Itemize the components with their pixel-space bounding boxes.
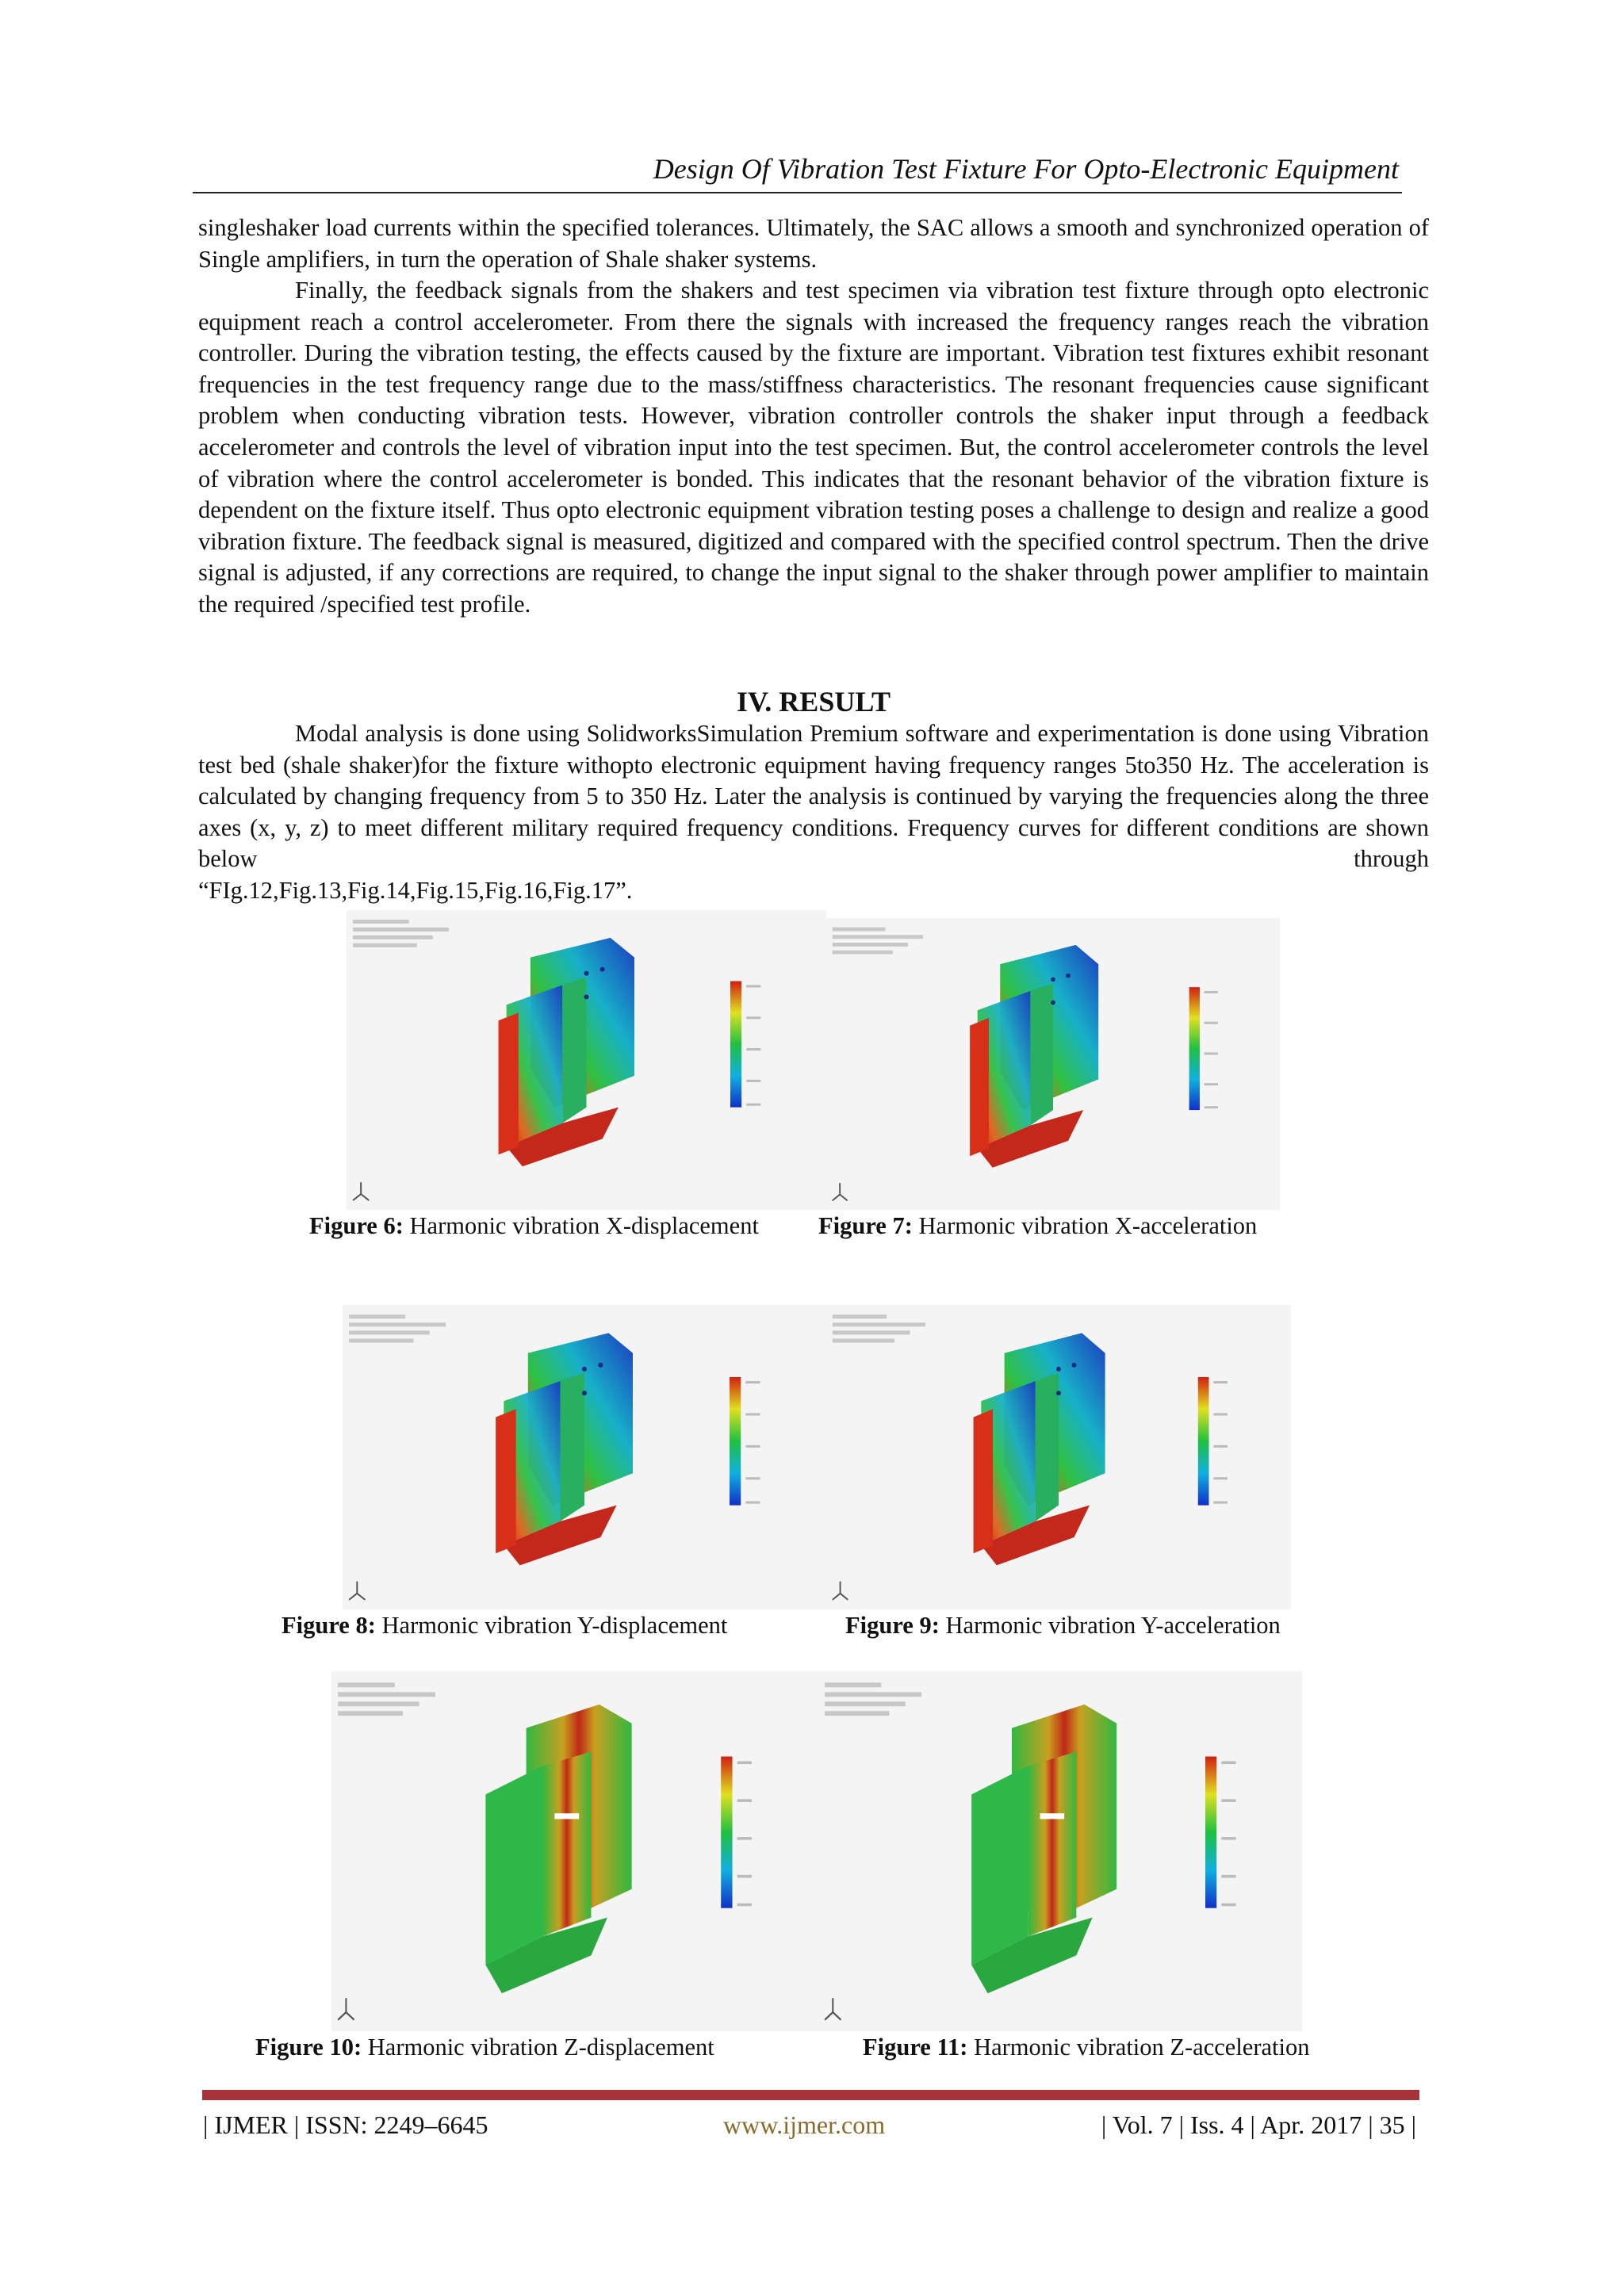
caption-label: Figure 7:	[818, 1212, 913, 1239]
paragraph-figure-list: “FIg.12,Fig.13,Fig.14,Fig.15,Fig.16,Fig.17”.	[198, 877, 633, 904]
caption-text: Harmonic vibration Y-displacement	[375, 1612, 728, 1639]
caption-text: Harmonic vibration X-displacement	[403, 1212, 759, 1239]
figure-9-image	[826, 1305, 1291, 1609]
caption-text: Harmonic vibration Z-acceleration	[967, 2034, 1310, 2061]
caption-label: Figure 9:	[845, 1612, 940, 1639]
paragraph-feedback: Finally, the feedback signals from the shakers and test specimen via vibration test fixture through opto electronic equipment reach a control accelerometer. From there the signals with increased the frequency ranges reach the vibration controller. During the vibration testing, the effects caused by the fixture are important. Vibration test fixtures exhibit resonant frequencies in the test frequency range due to the mass/stiffness characteristics. The resonant frequencies cause significant problem when conducting vibration tests. However, vibration controller controls the shaker input through a feedback accelerometer and controls the level of vibration input into the test specimen. But, the control accelerometer controls the level of vibration where the control accelerometer is bonded. This indicates that the resonant behavior of the vibration fixture is dependent on the fixture itself. Thus opto electronic equipment vibration testing poses a challenge to design and realize a good vibration fixture. The feedback signal is measured, digitized and compared with the specified control spectrum. Then the drive signal is adjusted, if any corrections are required, to change the input signal to the shaker through power amplifier to maintain the required /specified test profile.	[198, 277, 1429, 618]
footer-journal-issn: | IJMER | ISSN: 2249–6645	[203, 2110, 488, 2139]
section-heading-result: IV. RESULT	[736, 686, 891, 718]
footer-volume-page: | Vol. 7 | Iss. 4 | Apr. 2017 | 35 |	[1101, 2110, 1416, 2139]
caption-label: Figure 11:	[863, 2034, 968, 2061]
figure-6-image	[347, 910, 826, 1210]
caption-label: Figure 6:	[309, 1212, 404, 1239]
footer-rule	[202, 2090, 1419, 2100]
figure-10-image	[331, 1671, 818, 2031]
figure-8-image	[343, 1305, 826, 1609]
figure-6-caption	[309, 1210, 759, 1242]
caption-text: Harmonic vibration Z-displacement	[362, 2034, 714, 2061]
running-title: Design Of Vibration Test Fixture For Opto-Electronic Equipment	[653, 153, 1399, 185]
paragraph-modal-analysis: Modal analysis is done using SolidworksSimulation Premium software and experimentation is done using Vibration test bed (shale shaker)for the fixture withopto electronic equipment having frequency ranges 5to350 Hz. The acceleration is calculated by changing frequency from 5 to 350 Hz. Later the analysis is continued by varying the frequencies along the three axes (x, y, z) to meet different military required frequency conditions. Frequency curves for different conditions are shown below through	[198, 720, 1429, 873]
footer-website-link[interactable]: www.ijmer.com	[723, 2110, 886, 2139]
figure-7-caption	[818, 1210, 1257, 1242]
caption-label: Figure 8:	[282, 1612, 376, 1639]
caption-label: Figure 10:	[255, 2034, 362, 2061]
running-header	[193, 151, 1402, 193]
figure-11-caption	[863, 2031, 1310, 2063]
figure-11-image	[818, 1671, 1302, 2031]
figure-9-caption	[845, 1609, 1281, 1641]
figure-8-caption	[282, 1609, 727, 1641]
figure-10-caption	[255, 2031, 714, 2063]
caption-text: Harmonic vibration X-acceleration	[912, 1212, 1258, 1239]
figure-7-image	[826, 918, 1280, 1210]
paragraph-sac: singleshaker load currents within the specified tolerances. Ultimately, the SAC allows a smooth and synchronized operation of Single amplifiers, in turn the operation of Shale shaker systems.	[198, 214, 1429, 273]
caption-text: Harmonic vibration Y-acceleration	[939, 1612, 1281, 1639]
